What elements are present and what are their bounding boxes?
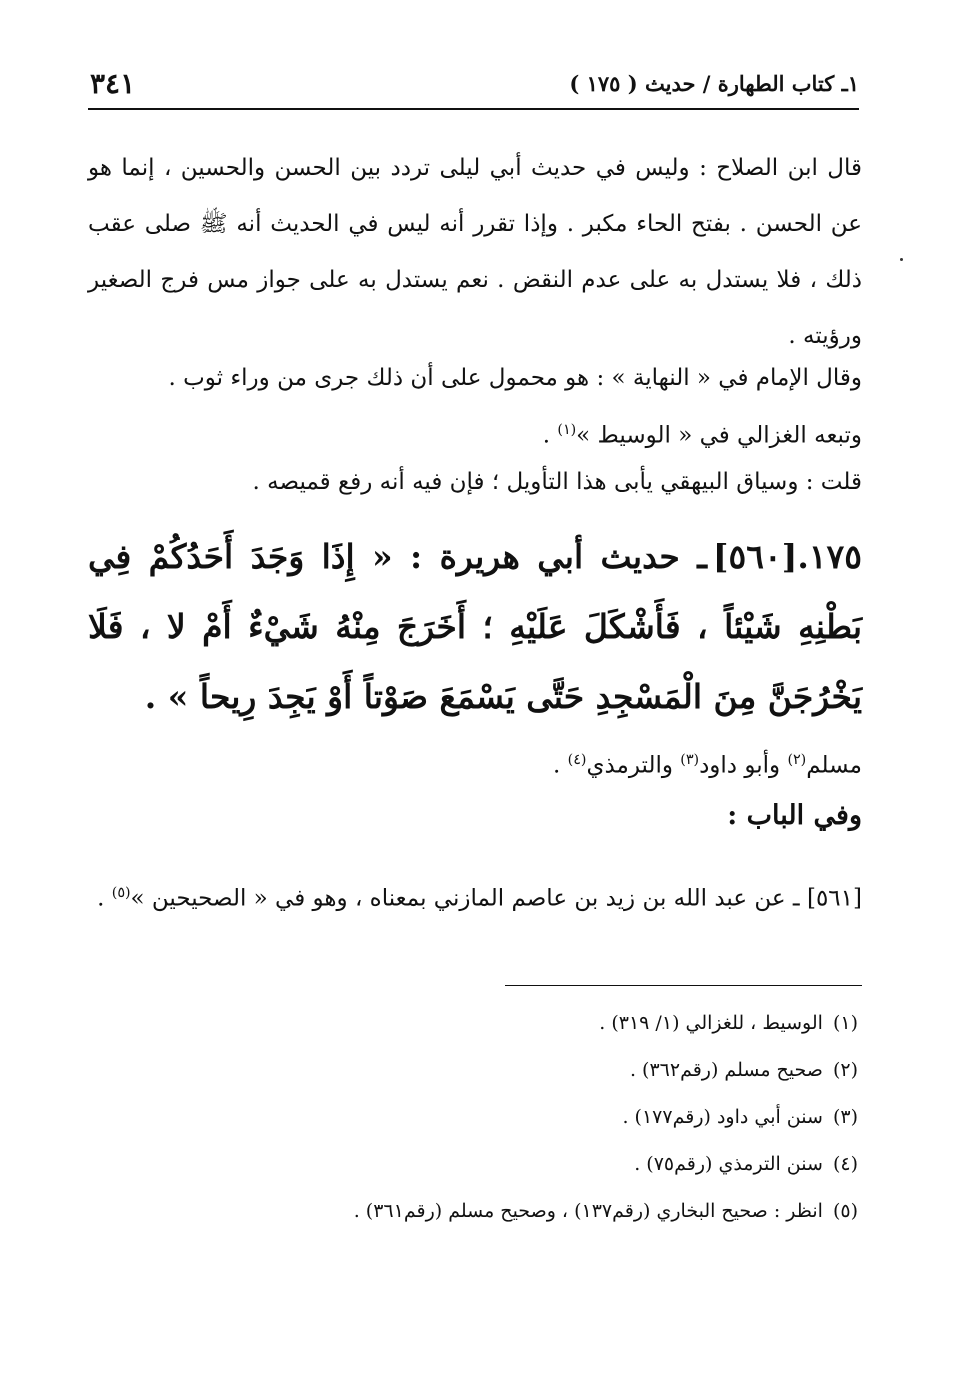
paragraph-qultu: قلت : وسياق البيهقي يأبى هذا التأويل ؛ فإن فيه أنه رفع قميصه . [252, 469, 862, 495]
footnote-number: (٢) [832, 1059, 858, 1081]
source-tirmidhi: والترمذي [586, 752, 681, 779]
footnote-ref-3[interactable]: (٣) [680, 752, 700, 768]
footnote-number: (١) [832, 1012, 858, 1034]
section-heading: وفي الباب : [727, 800, 862, 831]
hadith-sources [88, 735, 862, 791]
source-abu-dawud: وأبو داود [699, 752, 788, 779]
footnote-item [88, 1047, 858, 1094]
footnote-item [88, 1094, 858, 1141]
footnotes [88, 1000, 858, 1235]
footnote-ref-4[interactable]: (٤) [567, 752, 587, 768]
footnote-text: الوسيط ، للغزالي (١/ ٣١٩) . [599, 1012, 823, 1034]
footnote-item [88, 1000, 858, 1047]
paragraph-imam-line1: وقال الإمام في « النهاية » : هو محمول على أن ذلك جرى من وراء ثوب . [168, 365, 862, 391]
footnote-ref-1[interactable]: (١) [557, 422, 577, 438]
running-title: ١ـ كتاب الطهارة / حديث ( ١٧٥ ) [569, 70, 859, 96]
hadith-175 [88, 522, 862, 732]
hadith-number: ١٧٥.[٥٦٠] [712, 537, 862, 576]
hadith-text: ـ حديث أبي هريرة : « إِذَا وَجَدَ أَحَدُكُمْ فِي بَطْنِهِ شَيْئاً ، فَأَشْكَلَ عَلَيْهِ ؛ أَخَرَجَ مِنْهُ شَيْءٌ أَمْ لا ، فَلَا يَخْرُجَنَّ مِنَ الْمَسْجِدِ حَتَّى يَسْمَعَ صَوْتاً أَوْ يَجِدَ رِيحاً » . [88, 537, 862, 716]
footnote-item [88, 1188, 858, 1235]
related-hadith-561 [88, 865, 862, 927]
footnote-item [88, 1141, 858, 1188]
footnote-text: سنن أبي داود (رقم١٧٧) . [622, 1106, 823, 1128]
paragraph-ibn-salah: قال ابن الصلاح : وليس في حديث أبي ليلى تردد بين الحسن والحسين ، إنما هو عن الحسن . بفتح الحاء مكبر . وإذا تقرر أنه ليس في الحديث أنه ﷺ صلى عقب ذلك ، فلا يستدل به على عدم النقض . نعم يستدل به على جواز مس فرج الصغير ورؤيته . [88, 155, 862, 349]
related-hadith-text: [٥٦١] ـ عن عبد الله بن زيد بن عاصم المازني بمعناه ، وهو في « الصحيحين » [130, 885, 862, 912]
footnote-number: (٣) [832, 1106, 858, 1128]
footnote-ref-5[interactable]: (٥) [111, 885, 131, 901]
footnote-number: (٥) [832, 1200, 858, 1222]
paragraph-imam-line2 [88, 404, 862, 462]
page-number: ٣٤١ [90, 66, 136, 100]
paragraph-imam-line2-text: وتبعه الغزالي في « الوسيط » [576, 422, 862, 449]
page-header [90, 62, 859, 104]
paragraph-imam-line2-end: . [542, 422, 558, 449]
header-rule [88, 108, 859, 110]
sources-end: . [553, 752, 568, 779]
footnote-ref-2[interactable]: (٢) [787, 752, 807, 768]
related-hadith-end: . [97, 885, 112, 912]
footnote-text: انظر : صحيح البخاري (رقم١٣٧) ، وصحيح مسلم (رقم٣٦١) . [353, 1200, 823, 1222]
source-muslim: مسلم [806, 752, 862, 779]
footnote-separator [505, 985, 862, 986]
footnote-text: صحيح مسلم (رقم٣٦٢) . [629, 1059, 823, 1081]
footnote-text: سنن الترمذي (رقم٧٥) . [634, 1153, 823, 1175]
footnote-number: (٤) [832, 1153, 858, 1175]
margin-dot [900, 258, 903, 261]
